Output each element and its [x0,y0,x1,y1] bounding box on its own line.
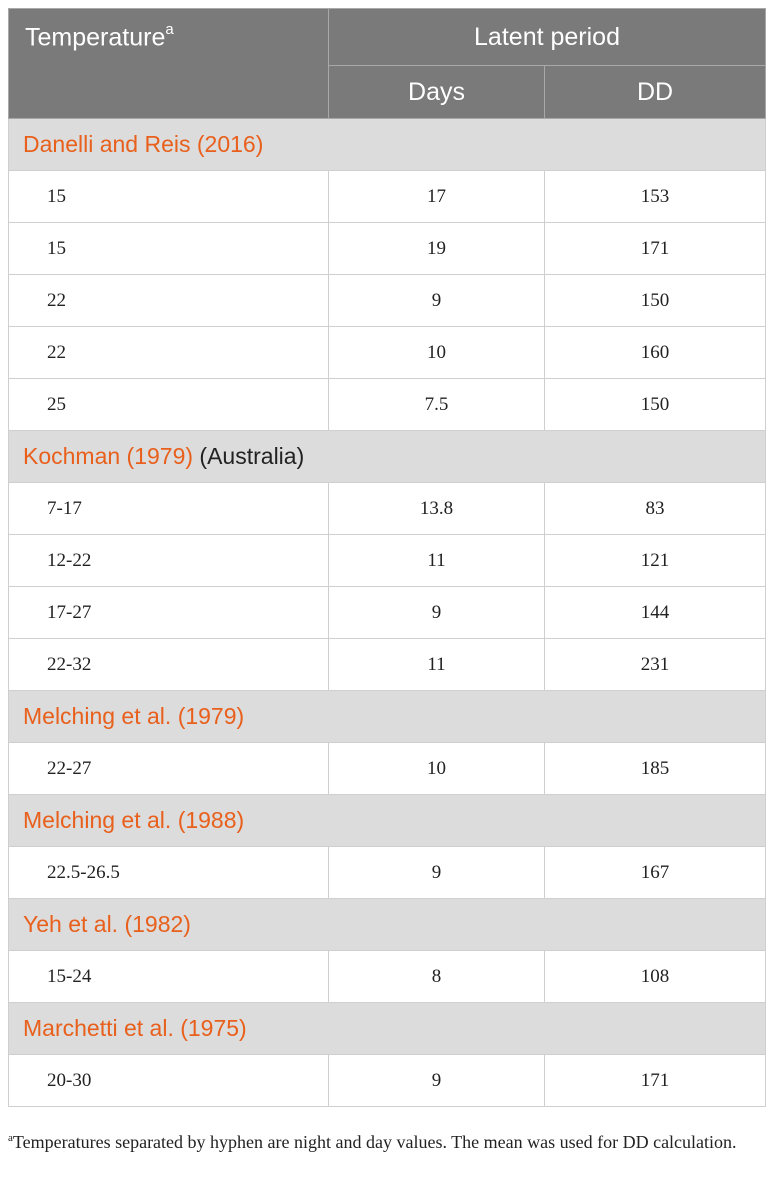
table-row [9,535,766,587]
temperature-cell: 17-27 [9,587,329,639]
group-note: (Australia) [193,443,305,469]
days-cell: 9 [329,587,545,639]
days-cell: 10 [329,743,545,795]
dd-cell: 121 [545,535,766,587]
dd-cell: 108 [545,951,766,1003]
days-cell: 9 [329,1055,545,1107]
table-row [9,743,766,795]
group-cell [9,119,766,171]
days-cell: 11 [329,639,545,691]
table-row [9,639,766,691]
days-cell: 13.8 [329,483,545,535]
table-row [9,951,766,1003]
dd-cell: 185 [545,743,766,795]
table-header [9,9,766,119]
days-cell: 10 [329,327,545,379]
group-row [9,795,766,847]
temperature-cell: 7-17 [9,483,329,535]
table-row [9,587,766,639]
dd-cell: 150 [545,379,766,431]
citation-link[interactable]: Yeh et al. (1982) [23,911,191,937]
footnote-marker: a [8,1132,13,1144]
latent-period-table-container [8,8,765,1107]
temperature-cell: 22 [9,327,329,379]
group-cell [9,431,766,483]
days-cell: 9 [329,847,545,899]
group-row [9,119,766,171]
temperature-cell: 25 [9,379,329,431]
group-cell [9,899,766,951]
group-cell [9,691,766,743]
group-row [9,1003,766,1055]
citation-link[interactable]: Kochman (1979) [23,443,194,469]
dd-column-header: DD [545,66,766,119]
citation-link[interactable]: Danelli and Reis (2016) [23,131,264,157]
days-cell: 19 [329,223,545,275]
table-row [9,275,766,327]
dd-cell: 153 [545,171,766,223]
table-row [9,223,766,275]
footnote-marker: a [165,21,174,38]
temperature-cell: 22.5-26.5 [9,847,329,899]
latent-period-table [8,8,766,1107]
temperature-column-header [9,9,329,119]
dd-cell: 171 [545,223,766,275]
dd-cell: 150 [545,275,766,327]
table-footnote [8,1126,765,1154]
table-row [9,1055,766,1107]
dd-cell: 231 [545,639,766,691]
days-cell: 7.5 [329,379,545,431]
temperature-header-label: Temperature [25,23,166,52]
days-cell: 8 [329,951,545,1003]
temperature-cell: 15-24 [9,951,329,1003]
citation-link[interactable]: Melching et al. (1988) [23,807,245,833]
table-row [9,847,766,899]
group-row [9,431,766,483]
temperature-cell: 22-27 [9,743,329,795]
temperature-cell: 20-30 [9,1055,329,1107]
days-cell: 11 [329,535,545,587]
citation-link[interactable]: Melching et al. (1979) [23,703,245,729]
days-column-header: Days [329,66,545,119]
dd-cell: 83 [545,483,766,535]
footnote-text: Temperatures separated by hyphen are night and day values. The mean was used for DD calculation. [12,1132,737,1152]
temperature-cell: 22-32 [9,639,329,691]
group-cell [9,1003,766,1055]
table-row [9,379,766,431]
temperature-cell: 12-22 [9,535,329,587]
table-row [9,171,766,223]
temperature-cell: 15 [9,223,329,275]
table-row [9,483,766,535]
days-cell: 17 [329,171,545,223]
temperature-cell: 22 [9,275,329,327]
group-row [9,899,766,951]
latent-period-header: Latent period [329,9,766,66]
group-row [9,691,766,743]
dd-cell: 167 [545,847,766,899]
dd-cell: 171 [545,1055,766,1107]
temperature-cell: 15 [9,171,329,223]
group-cell [9,795,766,847]
dd-cell: 144 [545,587,766,639]
table-body [9,119,766,1107]
dd-cell: 160 [545,327,766,379]
days-cell: 9 [329,275,545,327]
table-row [9,327,766,379]
citation-link[interactable]: Marchetti et al. (1975) [23,1015,247,1041]
